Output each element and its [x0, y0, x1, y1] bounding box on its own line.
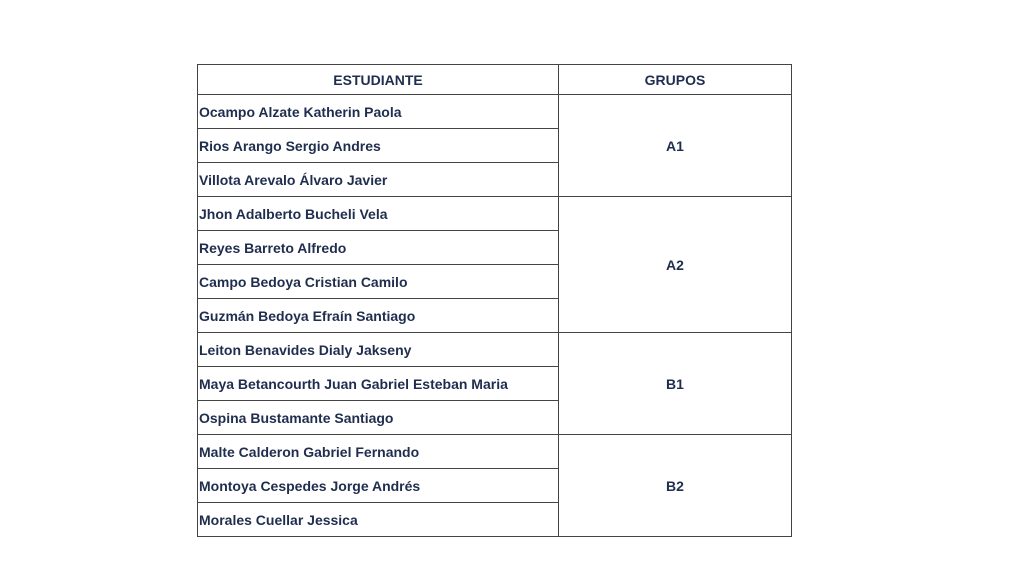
- header-student: ESTUDIANTE: [198, 65, 559, 95]
- table-row: [198, 435, 792, 469]
- student-name: Ocampo Alzate Katherin Paola: [198, 95, 559, 129]
- table-row: [198, 95, 792, 129]
- student-name: Villota Arevalo Álvaro Javier: [198, 163, 559, 197]
- student-name: Montoya Cespedes Jorge Andrés: [198, 469, 559, 503]
- student-name: Rios Arango Sergio Andres: [198, 129, 559, 163]
- student-name: Maya Betancourth Juan Gabriel Esteban Maria: [198, 367, 559, 401]
- header-groups: GRUPOS: [559, 65, 792, 95]
- table-row: [198, 197, 792, 231]
- table-body: [198, 95, 792, 537]
- group-label: B2: [559, 435, 792, 537]
- student-name: Leiton Benavides Dialy Jakseny: [198, 333, 559, 367]
- student-name: Campo Bedoya Cristian Camilo: [198, 265, 559, 299]
- table-row: [198, 333, 792, 367]
- student-name: Malte Calderon Gabriel Fernando: [198, 435, 559, 469]
- student-name: Morales Cuellar Jessica: [198, 503, 559, 537]
- group-label: B1: [559, 333, 792, 435]
- header-row: [198, 65, 792, 95]
- student-name: Reyes Barreto Alfredo: [198, 231, 559, 265]
- group-label: A1: [559, 95, 792, 197]
- student-groups-table: [197, 64, 792, 537]
- student-name: Jhon Adalberto Bucheli Vela: [198, 197, 559, 231]
- student-name: Ospina Bustamante Santiago: [198, 401, 559, 435]
- group-label: A2: [559, 197, 792, 333]
- student-name: Guzmán Bedoya Efraín Santiago: [198, 299, 559, 333]
